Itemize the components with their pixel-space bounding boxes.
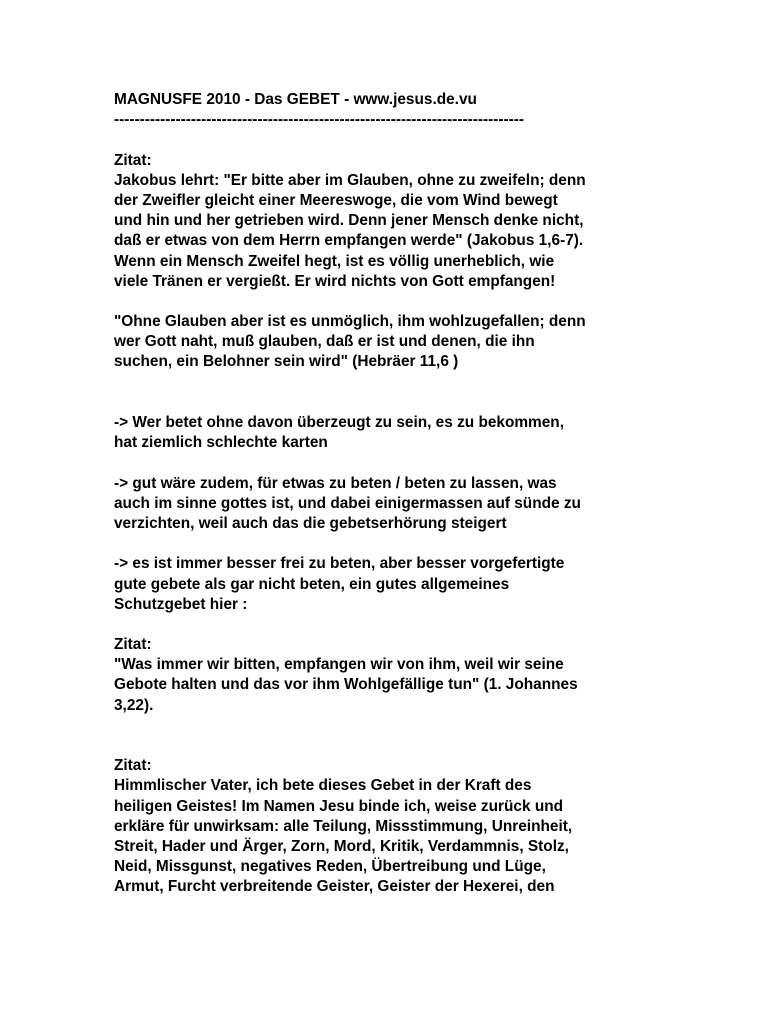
paragraph-line: heiligen Geistes! Im Namen Jesu binde ich, weise zurück und [114, 797, 564, 815]
paragraph-line: -> Wer betet ohne davon überzeugt zu sein, es zu bekommen, [114, 414, 564, 432]
paragraph-line: der Zweifler gleicht einer Meereswoge, die vom Wind bewegt [114, 191, 558, 209]
spacer [114, 453, 674, 473]
paragraph-line: gute gebete als gar nicht beten, ein gutes allgemeines [114, 575, 510, 593]
spacer [114, 534, 674, 554]
paragraph-line: Streit, Hader und Ärger, Zorn, Mord, Kritik, Verdammnis, Stolz, [114, 837, 569, 855]
spacer [114, 615, 674, 635]
paragraph-line: suchen, ein Belohner sein wird" (Hebräer 11,6 ) [114, 353, 459, 371]
paragraph-line: daß er etwas von dem Herrn empfangen werde" (Jakobus 1,6-7). [114, 232, 584, 250]
paragraph-line: erkläre für unwirksam: alle Teilung, Missstimmung, Unreinheit, [114, 817, 573, 835]
paragraph-line: "Was immer wir bitten, empfangen wir von ihm, weil wir seine [114, 656, 564, 674]
spacer [114, 716, 674, 756]
spacer [114, 292, 674, 312]
paragraph-line: Neid, Missgunst, negatives Reden, Übertreibung und Lüge, [114, 858, 546, 876]
spacer [114, 373, 674, 413]
document-header: MAGNUSFE 2010 - Das GEBET - www.jesus.de.vu [114, 91, 477, 108]
separator-rule: -------------------------------------------------------------------------------- [114, 111, 525, 129]
quote-label: Zitat: [114, 151, 152, 169]
paragraph-line: "Ohne Glauben aber ist es unmöglich, ihm wohlzugefallen; denn [114, 313, 586, 331]
paragraph-line: auch im sinne gottes ist, und dabei einigermassen auf sünde zu [114, 494, 581, 512]
paragraph-line: -> gut wäre zudem, für etwas zu beten / beten zu lassen, was [114, 474, 557, 492]
paragraph-line: Wenn ein Mensch Zweifel hegt, ist es völlig unerheblich, wie [114, 252, 555, 270]
quote-label: Zitat: [114, 636, 152, 654]
paragraph-line: verzichten, weil auch das die gebetserhörung steigert [114, 514, 507, 532]
paragraph-line: hat ziemlich schlechte karten [114, 434, 328, 452]
paragraph-line: 3,22). [114, 696, 154, 714]
paragraph-line: -> es ist immer besser frei zu beten, aber besser vorgefertigte [114, 555, 565, 573]
spacer [114, 130, 674, 150]
paragraph-line: Gebote halten und das vor ihm Wohlgefällige tun" (1. Johannes [114, 676, 578, 694]
paragraph-line: Armut, Furcht verbreitende Geister, Geister der Hexerei, den [114, 878, 555, 896]
paragraph-line: Schutzgebet hier : [114, 595, 248, 613]
paragraph-line: Himmlischer Vater, ich bete dieses Gebet in der Kraft des [114, 777, 532, 795]
paragraph-line: Jakobus lehrt: "Er bitte aber im Glauben, ohne zu zweifeln; denn [114, 171, 586, 189]
paragraph-line: und hin und her getrieben wird. Denn jener Mensch denke nicht, [114, 212, 584, 230]
quote-label: Zitat: [114, 757, 152, 775]
paragraph-line: viele Tränen er vergießt. Er wird nichts von Gott empfangen! [114, 272, 556, 290]
paragraph-line: wer Gott naht, muß glauben, daß er ist und denen, die ihn [114, 333, 535, 351]
document-body [114, 90, 674, 898]
